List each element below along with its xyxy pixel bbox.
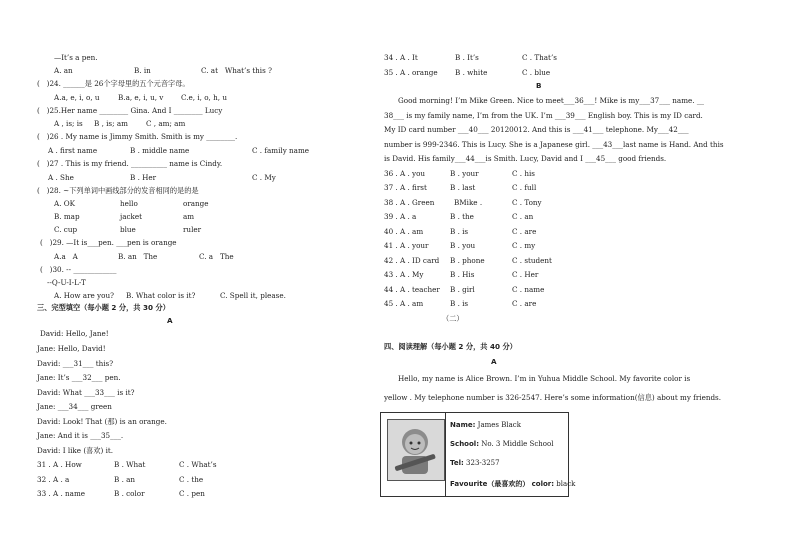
- passage-line: My ID card number ___40___ 20120012. And this is ___41___ telephone. My___42___: [384, 125, 689, 134]
- question-25: ( )25.Her name ________ Gina. And I ________ Lucy: [37, 106, 223, 115]
- option-a: A. How are you?: [54, 291, 114, 300]
- word: B. map: [54, 212, 80, 221]
- student-photo: [387, 419, 445, 481]
- word: ruler: [183, 225, 202, 234]
- section-4-part-a: A: [491, 357, 497, 366]
- question-30: ( )30. -- ____________: [40, 265, 117, 274]
- dialogue-line: Jane: Hello, David!: [37, 344, 106, 353]
- word: blue: [120, 225, 136, 234]
- card-name-row: [450, 422, 521, 429]
- option-a: 40 . A . am: [384, 227, 424, 236]
- question-35: [384, 68, 551, 105]
- option-a: A , is; is: [54, 119, 83, 128]
- dialogue-line: Jane: ___34___ green: [37, 402, 112, 411]
- card-favourite-row: [450, 481, 575, 488]
- option-c: C . my: [512, 241, 536, 250]
- option-c: C . an: [512, 212, 534, 221]
- option-c: C . the: [179, 475, 204, 484]
- section-3-part-b: B: [536, 81, 542, 90]
- option-b: B . white: [455, 68, 488, 77]
- reading-line: yellow . My telephone number is 326-2547. Here’s some information(信息) about my friends.: [384, 393, 722, 402]
- option-b: B . the: [450, 212, 474, 221]
- dialogue-line: David: I like (喜欢) it.: [37, 446, 114, 455]
- option-c: C . student: [512, 256, 552, 265]
- question-24: ( )24. ______是 26个字母里的五个元音字母。: [37, 79, 190, 88]
- dialogue-line: David: ___31___ this?: [37, 359, 114, 368]
- option-a: 37 . A . first: [384, 183, 427, 192]
- option-a: 39 . A . a: [384, 212, 417, 221]
- word: orange: [183, 199, 209, 208]
- passage-line: number is 999-2346. This is Lucy. She is a Japanese girl. ___43___last name is Hand. And this: [384, 140, 724, 149]
- option-b: B. What color is it?: [126, 291, 196, 300]
- tel-value: 323-3257: [466, 459, 500, 467]
- option-b: B. in: [134, 66, 151, 75]
- dialogue-line: David: Look! That (那) is an orange.: [37, 417, 167, 426]
- student-info-card: [380, 412, 576, 497]
- answer-line: —It’s a pen.: [54, 53, 98, 62]
- option-b: B . Her: [130, 173, 157, 182]
- option-b: B . color: [114, 489, 145, 498]
- option-a: 43 . A . My: [384, 270, 424, 279]
- option-c: C . are: [512, 227, 537, 236]
- school-label: School:: [450, 440, 479, 448]
- option-b: B . It’s: [455, 53, 479, 62]
- school-value: No. 3 Middle School: [481, 440, 554, 448]
- option-b: B.a, e, i, u, v: [118, 93, 164, 102]
- passage-line: 38___ is my family name, I’m from the UK. I’m ___39___ English boy. This is my ID card.: [384, 111, 703, 120]
- option-a: 35 . A . orange: [384, 68, 438, 77]
- option-a: A . first name: [48, 146, 98, 155]
- passage-line: is David. His family___44___is Smith. Lucy, David and I ___45___ good friends.: [384, 154, 667, 163]
- option-c: C . blue: [522, 68, 551, 77]
- option-b: B . last: [450, 183, 476, 192]
- favourite-label: Favourite（最喜欢的）: [450, 480, 530, 488]
- option-a: 41 . A . your: [384, 241, 429, 250]
- color-value: black: [556, 480, 576, 488]
- name-value: James Black: [477, 421, 521, 429]
- word: jacket: [120, 212, 143, 221]
- option-a: 33 . A . name: [37, 489, 86, 498]
- section-3-heading: 三、完型填空（每小题 2 分，共 30 分）: [37, 303, 170, 312]
- option-a: 36 . A . you: [384, 169, 426, 178]
- dialogue-line: David: Hello, Jane!: [40, 329, 109, 338]
- section-4-heading: 四、阅读理解（每小题 2 分，共 40 分）: [384, 342, 517, 351]
- option-c: C. at What’s this ?: [201, 66, 272, 75]
- option-c: C. Spell it, please.: [220, 291, 286, 300]
- option-b: B . middle name: [130, 146, 190, 155]
- passage-line: Good morning! I’m Mike Green. Nice to meet___36___! Mike is my___37___ name. __: [398, 96, 705, 105]
- question-45: [384, 299, 537, 336]
- option-b: BMike .: [454, 198, 483, 207]
- dialogue-line: Jane: And it is ___35___.: [37, 431, 124, 440]
- name-label: Name:: [450, 421, 476, 429]
- question-30-spelling: --Q-U-I-L-T: [47, 278, 86, 287]
- option-a: 31 . A . How: [37, 460, 82, 469]
- section-3-part-a: A: [167, 316, 173, 325]
- option-a: 45 . A . am: [384, 299, 424, 308]
- card-divider: [445, 413, 446, 497]
- dialogue-line: David: What ___33___ is it?: [37, 388, 135, 397]
- option-c: C . What’s: [179, 460, 217, 469]
- option-c: C . are: [512, 299, 537, 308]
- option-c: C . Tony: [512, 198, 542, 207]
- option-c: C . his: [512, 169, 535, 178]
- option-a: 38 . A . Green: [384, 198, 435, 207]
- option-a: 42 . A . ID card: [384, 256, 440, 265]
- option-c: C . family name: [252, 146, 310, 155]
- option-b: B . What: [114, 460, 146, 469]
- option-b: B . girl: [450, 285, 475, 294]
- option-c: C . That’s: [522, 53, 557, 62]
- option-a: A.a A: [54, 252, 78, 261]
- option-b: B . phone: [450, 256, 485, 265]
- option-a: 44 . A . teacher: [384, 285, 440, 294]
- option-c: C . pen: [179, 489, 205, 498]
- option-c: C. a The: [199, 252, 234, 261]
- option-c: C , am; am: [146, 119, 186, 128]
- option-b: B . your: [450, 169, 479, 178]
- reading-line: Hello, my name is Alice Brown. I’m in Yuhua Middle School. My favorite color is: [398, 374, 691, 383]
- question-28: ( )28. ~下列单词中画线部分的发音相同的是的是: [37, 186, 199, 195]
- option-c: C . Her: [512, 270, 539, 279]
- part-two-marker: （二）: [442, 314, 464, 323]
- question-27: ( )27 . This is my friend. __________ name is Cindy.: [37, 159, 223, 168]
- tel-label: Tel:: [450, 459, 464, 467]
- option-c: C . name: [512, 285, 545, 294]
- option-a: 34 . A . It: [384, 53, 418, 62]
- option-c: C.e, i, o, h, u: [181, 93, 227, 102]
- card-school-row: [450, 441, 553, 448]
- option-c: C . full: [512, 183, 537, 192]
- option-a: A . She: [48, 173, 74, 182]
- option-a: 32 . A . a: [37, 475, 70, 484]
- option-b: B , is; am: [94, 119, 128, 128]
- option-b: B . an: [114, 475, 136, 484]
- question-29: ( )29. —It is___pen. ___pen is orange: [40, 238, 177, 247]
- word: A. OK: [54, 199, 76, 208]
- option-b: B . is: [450, 227, 469, 236]
- question-26: ( )26 . My name is Jimmy Smith. Smith is my ________.: [37, 132, 238, 141]
- word: C. cup: [54, 225, 78, 234]
- cartoon-boy-icon: [388, 420, 444, 480]
- dialogue-line: Jane: It’s ___32___ pen.: [37, 373, 121, 382]
- option-b: B. an The: [118, 252, 158, 261]
- option-c: C . My: [252, 173, 276, 182]
- option-a: A.a, e, i, o, u: [54, 93, 100, 102]
- option-b: B . His: [450, 270, 475, 279]
- option-b: B . is: [450, 299, 469, 308]
- card-tel-row: [450, 460, 500, 467]
- option-b: B . you: [450, 241, 476, 250]
- color-label: color:: [531, 480, 555, 488]
- word: am: [183, 212, 195, 221]
- word: hello: [120, 199, 138, 208]
- option-a: A. an: [54, 66, 73, 75]
